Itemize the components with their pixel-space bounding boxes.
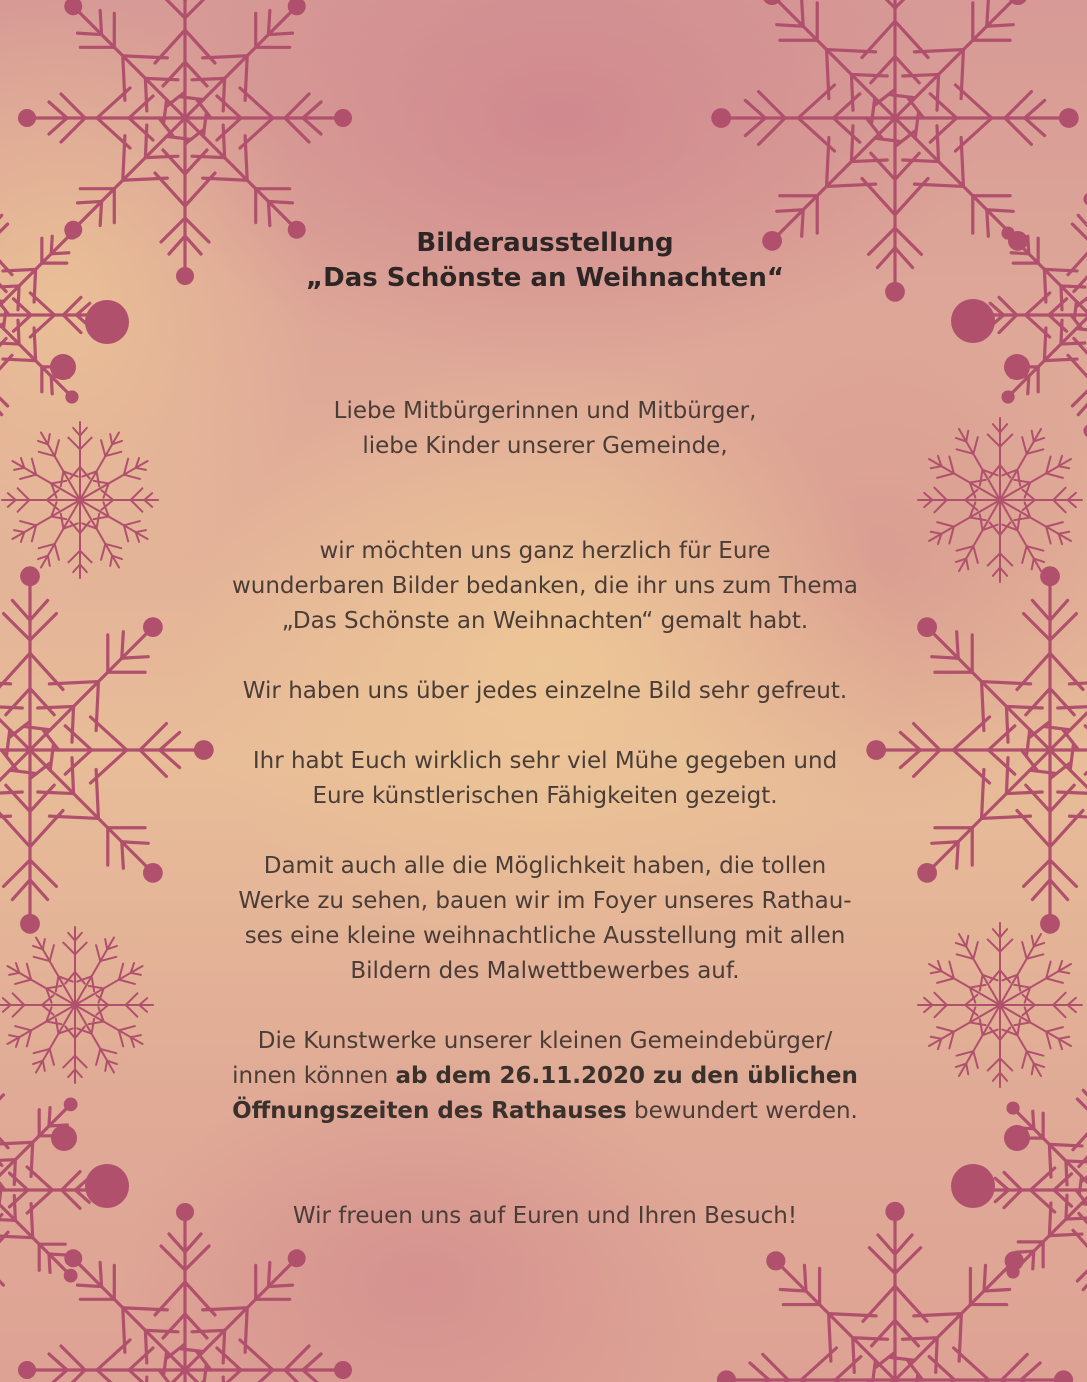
title-line-1: Bilderausstellung: [416, 228, 674, 258]
berry-dot-icon: [1004, 354, 1030, 380]
exhibition-line-4: Bildern des Malwettbewerbes auf.: [350, 958, 740, 984]
thanks-line-3: „Das Schönste an Weihnachten“ gemalt habt.: [281, 608, 809, 634]
dates-line-3: [150, 1094, 940, 1129]
closing-line: Wir freuen uns auf Euren und Ihren Besuch!: [292, 1203, 798, 1229]
effort-line-1: Ihr habt Euch wirklich sehr viel Mühe gegeben und: [252, 748, 838, 774]
exhibition-line-2: Werke zu sehen, bauen wir im Foyer unseres Rathau-: [238, 888, 852, 914]
dates-line-2: [150, 1059, 940, 1094]
berry-dot-icon: [1004, 1125, 1030, 1151]
berry-dot-icon: [50, 354, 76, 380]
berry-dot-icon: [951, 299, 995, 343]
berry-dot-icon: [85, 1164, 129, 1208]
greeting-line-2: liebe Kinder unserer Gemeinde,: [362, 433, 728, 459]
thanks-line-2: wunderbaren Bilder bedanken, die ihr uns zum Thema: [231, 573, 859, 599]
dates-line-2-text: innen können: [232, 1063, 396, 1089]
dates-line-3-text: bewundert werden.: [626, 1098, 858, 1124]
effort-line-2: Eure künstlerischen Fähigkeiten gezeigt.: [312, 783, 778, 809]
berry-dot-icon: [85, 300, 129, 344]
exhibition-line-3: ses eine kleine weihnachtliche Ausstellung mit allen: [244, 923, 846, 949]
snowflake-icon: [918, 418, 1082, 582]
berry-dot-icon: [951, 1164, 995, 1208]
flyer-content: [150, 226, 940, 1234]
opening-hours: Öffnungszeiten des Rathauses: [232, 1098, 627, 1124]
joy-paragraph: Wir haben uns über jedes einzelne Bild sehr gefreut.: [242, 678, 848, 704]
snowflake-icon: [0, 927, 153, 1083]
thanks-line-1: wir möchten uns ganz herzlich für Eure: [319, 538, 771, 564]
berry-dot-icon: [51, 1125, 77, 1151]
snowflake-icon: [918, 923, 1082, 1087]
title-line-2: „Das Schönste an Weihnachten“: [306, 263, 784, 293]
opening-date: ab dem 26.11.2020 zu den üblichen: [395, 1063, 858, 1089]
greeting-line-1: Liebe Mitbürgerinnen und Mitbürger,: [333, 398, 757, 424]
dates-line-1: Die Kunstwerke unserer kleinen Gemeindebürger/: [257, 1028, 833, 1054]
exhibition-line-1: Damit auch alle die Möglichkeit haben, die tollen: [263, 853, 827, 879]
snowflake-icon: [2, 422, 158, 578]
